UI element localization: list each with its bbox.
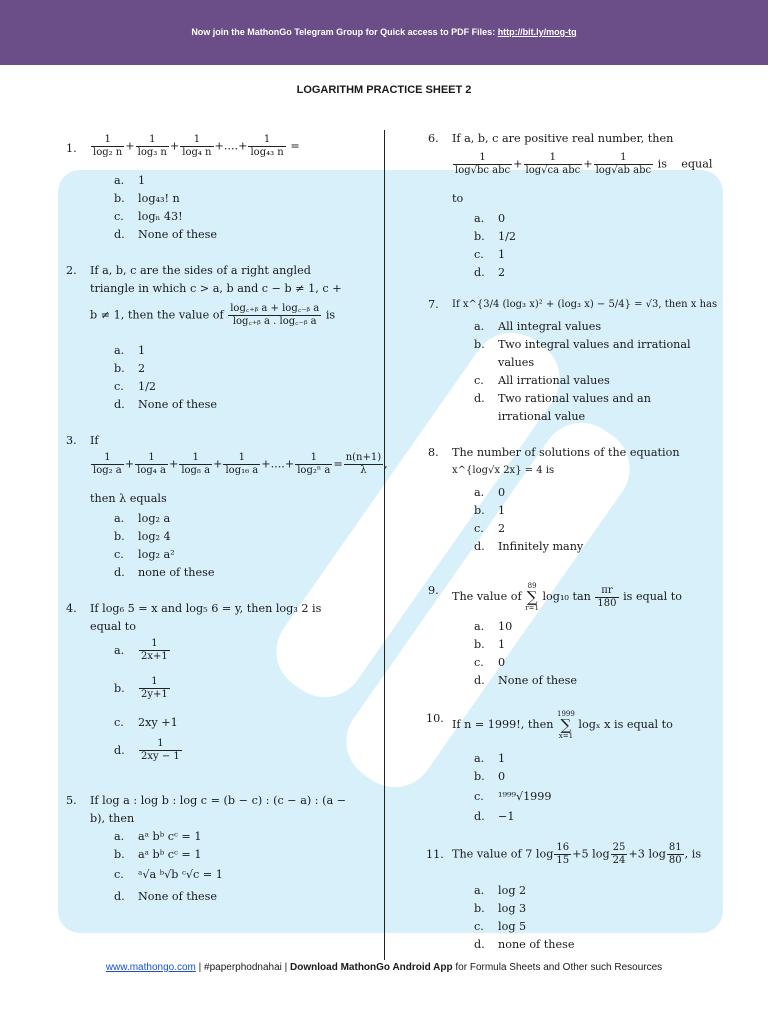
question-6: 6. If a, b, c are positive real number, then $\frac{1}{\text{log√bc abc}}$ + $\frac{1}{\text{log√ca abc}}$ + $\frac{1}{\text{log√ab abc}}$ is equal to a. 0 b. 1/2 c. 1 d. 2 xyxy=(428,130,724,280)
fraction: $\frac{1}{\text{log₃ n}}$ xyxy=(137,134,167,158)
question-1: 1. $\frac{1}{\text{log₂ n}}$ + $\frac{1}{\text{log₃ n}}$ + $\frac{1}{\text{log₄ n}}$ +....+ $\frac{1}{\text{log₄₃ n}}$ = a. 1 b. log₄₃! n c. logₙ 43! d. None of these xyxy=(66,140,366,250)
footer xyxy=(0,962,768,973)
footer-hashtag: | #paperphodnahai | xyxy=(195,962,291,973)
option-c: c. ᵃ√a ᵇ√b ᶜ√c = 1 xyxy=(114,868,223,881)
question-number: 11. xyxy=(426,848,444,861)
question-number: 2. xyxy=(66,264,77,277)
option-a: a. 0 xyxy=(474,212,506,225)
option-a: a. aᵃ bᵇ cᶜ = 1 xyxy=(114,830,202,843)
question-9: 9. The value of 89 ∑ r=1 log₁₀ tan $\frac{\pi r}{180}$ is equal to a. 10 b. 1 c. 0 d. None of these xyxy=(428,582,724,702)
option-b: b. 2 xyxy=(114,362,146,375)
question-3: 3. If $\frac{1}{\text{log₂ a}}$ + $\frac{1}{\text{log₄ a}}$ + $\frac{1}{\text{log₈ a}}$ + $\frac{1}{\text{log₁₆ a}}$ +....+ $\frac{1}{\text{log₂ⁿ a}}$ = $\frac{n(n+1)}{\lambda}$ , then λ equals a. log₂ a b. log₂ 4 c. log₂ a² d. none of these xyxy=(66,432,426,582)
option-d: d. −1 xyxy=(474,810,515,823)
banner-text: Now join the MathonGo Telegram Group for Quick access to PDF Files: xyxy=(191,27,498,37)
option-a: a. 10 xyxy=(474,620,513,633)
question-number: 8. xyxy=(428,446,439,459)
footer-link[interactable]: www.mathongo.com xyxy=(105,962,196,973)
option-b: b. Two integral values and irrational values xyxy=(474,338,691,370)
question-number: 5. xyxy=(66,794,77,807)
option-c: c. 2 xyxy=(474,522,506,535)
option-d: d. $\frac{1}{2xy - 1}$ xyxy=(114,738,180,762)
option-b: b. log 3 xyxy=(474,902,527,915)
option-d: d. None of these xyxy=(114,890,218,903)
question-2: 2. If a, b, c are the sides of a right angled triangle in which c > a, b and c − b ≠ 1, c + b ≠ 1, then the value of $\frac{\text{log꜀₊ᵦ a + log꜀₋ᵦ a}}{\text{log꜀₊ᵦ a . log꜀₋ᵦ a}}$ is a. 1 b. 2 c. 1/2 d. None of these xyxy=(66,262,366,422)
option-a: a. log 2 xyxy=(474,884,527,897)
option-a: a. $\frac{1}{2x+1}$ xyxy=(114,638,168,662)
question-number: 4. xyxy=(66,602,77,615)
fraction: $\frac{1}{\text{log₄ n}}$ xyxy=(182,134,212,158)
question-number: 10. xyxy=(426,712,444,725)
top-banner xyxy=(0,0,768,65)
fraction: $\frac{1}{\text{log₄₃ n}}$ xyxy=(250,134,284,158)
banner-link[interactable]: http://bit.ly/mog-tg xyxy=(497,27,577,37)
option-c: c. logₙ 43! xyxy=(114,210,183,223)
question-8: 8. The number of solutions of the equation x^{log√x 2x} = 4 is a. 0 b. 1 c. 2 d. Infinitely many xyxy=(428,444,724,564)
option-d: d. None of these xyxy=(474,674,578,687)
page-title: LOGARITHM PRACTICE SHEET 2 xyxy=(296,84,472,96)
option-c: c. 1 xyxy=(474,248,506,261)
option-c: c. 1/2 xyxy=(114,380,157,393)
option-d: d. None of these xyxy=(114,398,218,411)
question-number: 7. xyxy=(428,298,439,311)
option-a: a. log₂ a xyxy=(114,512,171,525)
option-d: d. none of these xyxy=(114,566,215,579)
option-c: c. log₂ a² xyxy=(114,548,175,561)
option-b: b. 0 xyxy=(474,770,506,783)
fraction: $\frac{1}{\text{log₂ n}}$ xyxy=(93,134,123,158)
question-4: 4. If log₆ 5 = x and log₅ 6 = y, then log₃ 2 is equal to a. $\frac{1}{2x+1}$ b. $\frac{1}{2y+1}$ c. 2xy +1 d. $\frac{1}{2xy - 1}$ xyxy=(66,602,322,762)
option-b: b. log₂ 4 xyxy=(114,530,171,543)
option-b: b. aᵃ bᵇ cᶜ = 1 xyxy=(114,848,202,861)
option-a: a. All integral values xyxy=(474,320,602,333)
option-b: b. 1 xyxy=(474,638,506,651)
question-number: 1. xyxy=(66,142,77,155)
question-11: 11. The value of 7 log $\frac{16}{15}$ +5 log $\frac{25}{24}$ +3 log $\frac{81}{80}$ , is a. log 2 b. log 3 c. log 5 d. none of these xyxy=(428,846,724,966)
option-b: b. $\frac{1}{2y+1}$ xyxy=(114,676,168,700)
option-a: a. 0 xyxy=(474,486,506,499)
option-c: c. log 5 xyxy=(474,920,527,933)
option-d: d. none of these xyxy=(474,938,575,951)
option-d: d. 2 xyxy=(474,266,506,279)
option-d: d. None of these xyxy=(114,228,218,241)
question-number: 9. xyxy=(428,584,439,597)
option-d: d. Two rational values and an irrational value xyxy=(474,392,651,424)
option-d: d. Infinitely many xyxy=(474,540,584,553)
footer-app-cta: Download MathonGo Android App xyxy=(290,962,453,973)
question-10: 10. If n = 1999!, then 1999 ∑ x=1 logₓ x is equal to a. 1 b. 0 c. ¹⁹⁹⁹√1999 d. −1 xyxy=(428,710,724,830)
option-c: c. ¹⁹⁹⁹√1999 xyxy=(474,790,552,803)
option-b: b. 1/2 xyxy=(474,230,517,243)
option-b: b. log₄₃! n xyxy=(114,192,180,205)
question-7: 7. If x^{3/4 (log₃ x)² + (log₃ x) − 5/4} = √3, then x has a. All integral values b. Two integral values and irrational values c. All irrational values d. Two rational values and an irrational value xyxy=(428,296,724,436)
option-a: a. 1 xyxy=(474,752,506,765)
question-number: 3. xyxy=(66,434,77,447)
fraction: $\frac{\text{log꜀₊ᵦ a + log꜀₋ᵦ a}}{\text{log꜀₊ᵦ a . log꜀₋ᵦ a}}$ xyxy=(230,302,320,327)
option-a: a. 1 xyxy=(114,344,146,357)
option-c: c. All irrational values xyxy=(474,374,610,387)
option-b: b. 1 xyxy=(474,504,506,517)
question-number: 6. xyxy=(428,132,439,145)
question-5: 5. If log a : log b : log c = (b − c) : (c − a) : (a − b), then a. aᵃ bᵇ cᶜ = 1 b. aᵃ bᵇ cᶜ = 1 c. ᵃ√a ᵇ√b ᶜ√c = 1 d. None of these xyxy=(66,792,366,922)
option-c: c. 2xy +1 xyxy=(114,716,178,729)
option-c: c. 0 xyxy=(474,656,506,669)
footer-tail: for Formula Sheets and Other such Resources xyxy=(452,962,663,973)
option-a: a. 1 xyxy=(114,174,146,187)
